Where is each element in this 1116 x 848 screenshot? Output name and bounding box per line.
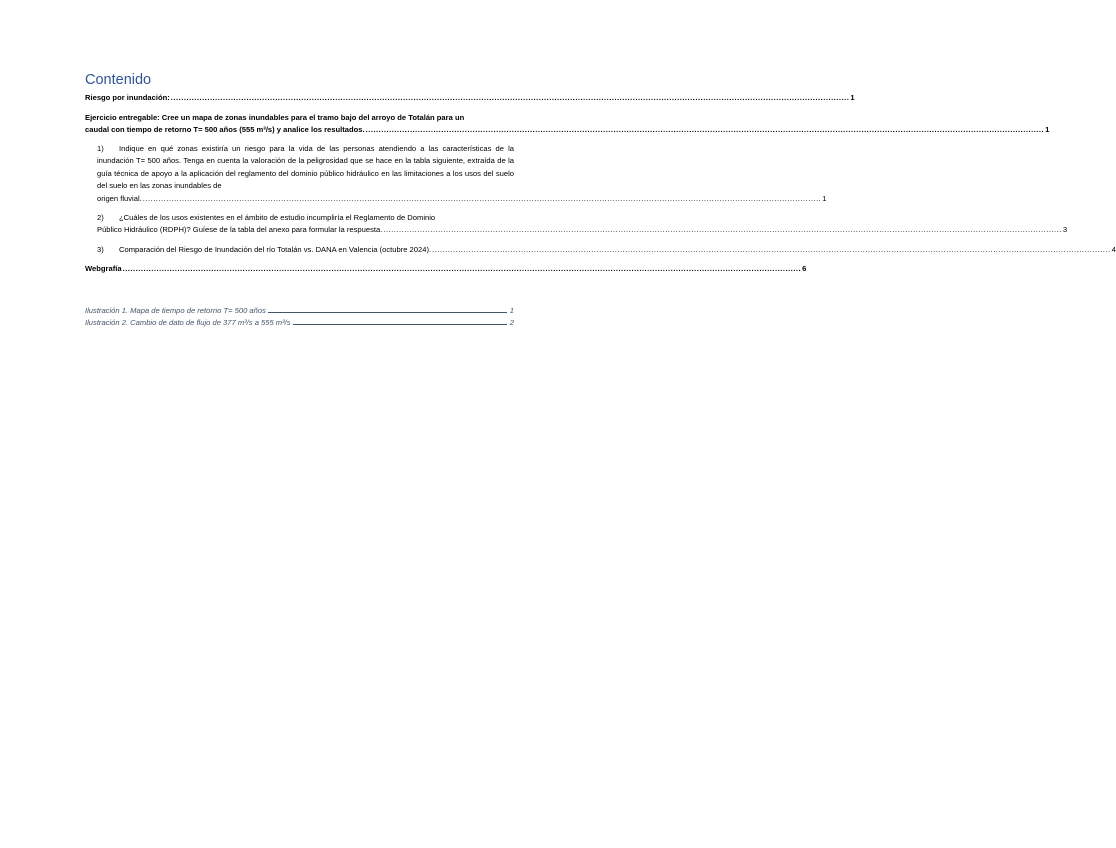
toc-entry-number: 1) — [97, 144, 104, 153]
toc-entry-text-cont: caudal con tiempo de retorno T= 500 años (555 m³/s) y analice los resultados. — [85, 125, 365, 135]
toc-entry-riesgo[interactable] — [85, 92, 855, 104]
toc-entry-text: Ejercicio entregable: Cree un mapa de zonas inundables para el tramo bajo del arroyo de Totalán para un — [85, 113, 465, 122]
dot-leader: .................................................................................................................................................................................................................................................................... — [142, 193, 822, 203]
toc-page-number: 1 — [1045, 125, 1050, 135]
toc-entry-text: ¿Cuáles de los usos existentes en el ámbito de estudio incumpliría el Reglamento de Dominio — [119, 213, 436, 222]
toc-entry-1[interactable] — [97, 143, 827, 205]
toc-entry-ejercicio[interactable] — [85, 112, 1050, 137]
toc-entry-text: Riesgo por inundación: — [85, 93, 170, 102]
toc-entry-text: Indique en qué zonas existiría un riesgo para la vida de las personas atendiendo a las características de la inundación T= 500 años. Tenga en cuenta la valoración de la peligrosidad que se hace en la tabla siguiente, extraída de la guía técnica de apoyo a la aplicación del reglamento del dominio público hidráulico en las limitaciones a los usos del suelo del suelo en las zonas inundables de — [97, 144, 514, 191]
dot-leader: .................................................................................................................................................................................................................................................................... — [365, 125, 1045, 135]
toc-entry-webgrafia[interactable] — [85, 263, 807, 275]
table-of-figures — [85, 306, 514, 330]
figure-page-number: 1 — [509, 306, 514, 315]
leader-rule — [293, 324, 507, 325]
toc-page-number: 1 — [850, 93, 855, 102]
toc-page-number: 1 — [822, 193, 827, 203]
dot-leader: .................................................................................................................................................................................................................................................................... — [122, 264, 802, 273]
dot-leader: .................................................................................................................................................................................................................................................................... — [432, 245, 1111, 254]
figure-entry-2[interactable] — [85, 318, 514, 330]
leader-rule — [268, 312, 507, 313]
toc-entry-number: 3) — [97, 245, 104, 254]
toc-page-number: 4 — [1111, 245, 1116, 254]
toc-entry-number: 2) — [97, 213, 104, 222]
toc-title: Contenido — [85, 72, 152, 88]
figure-entry-text: Ilustración 1. Mapa de tiempo de retorno T= 500 años — [85, 306, 266, 315]
toc-page-number: 3 — [1062, 225, 1068, 235]
dot-leader: .................................................................................................................................................................................................................................................................... — [170, 93, 850, 102]
toc-entry-text: Comparación del Riesgo de Inundación del río Totalán vs. DANA en Valencia (octubre 2024). — [119, 245, 432, 254]
toc-page-number: 6 — [802, 264, 807, 273]
toc-entry-text-cont: origen fluvial. — [97, 193, 142, 203]
dot-leader: .................................................................................................................................................................................................................................................................... — [383, 225, 1062, 235]
figure-entry-1[interactable] — [85, 306, 514, 318]
toc-entry-2[interactable] — [97, 212, 1068, 237]
figure-entry-text: Ilustración 2. Cambio de dato de flujo de 377 m³/s a 555 m³/s — [85, 318, 291, 327]
toc-entry-text: Webgrafía — [85, 264, 122, 273]
toc-entry-3[interactable] — [97, 244, 1116, 256]
toc-entry-text-cont: Público Hidráulico (RDPH)? Guíese de la tabla del anexo para formular la respuesta. — [97, 225, 383, 235]
figure-page-number: 2 — [509, 318, 514, 327]
